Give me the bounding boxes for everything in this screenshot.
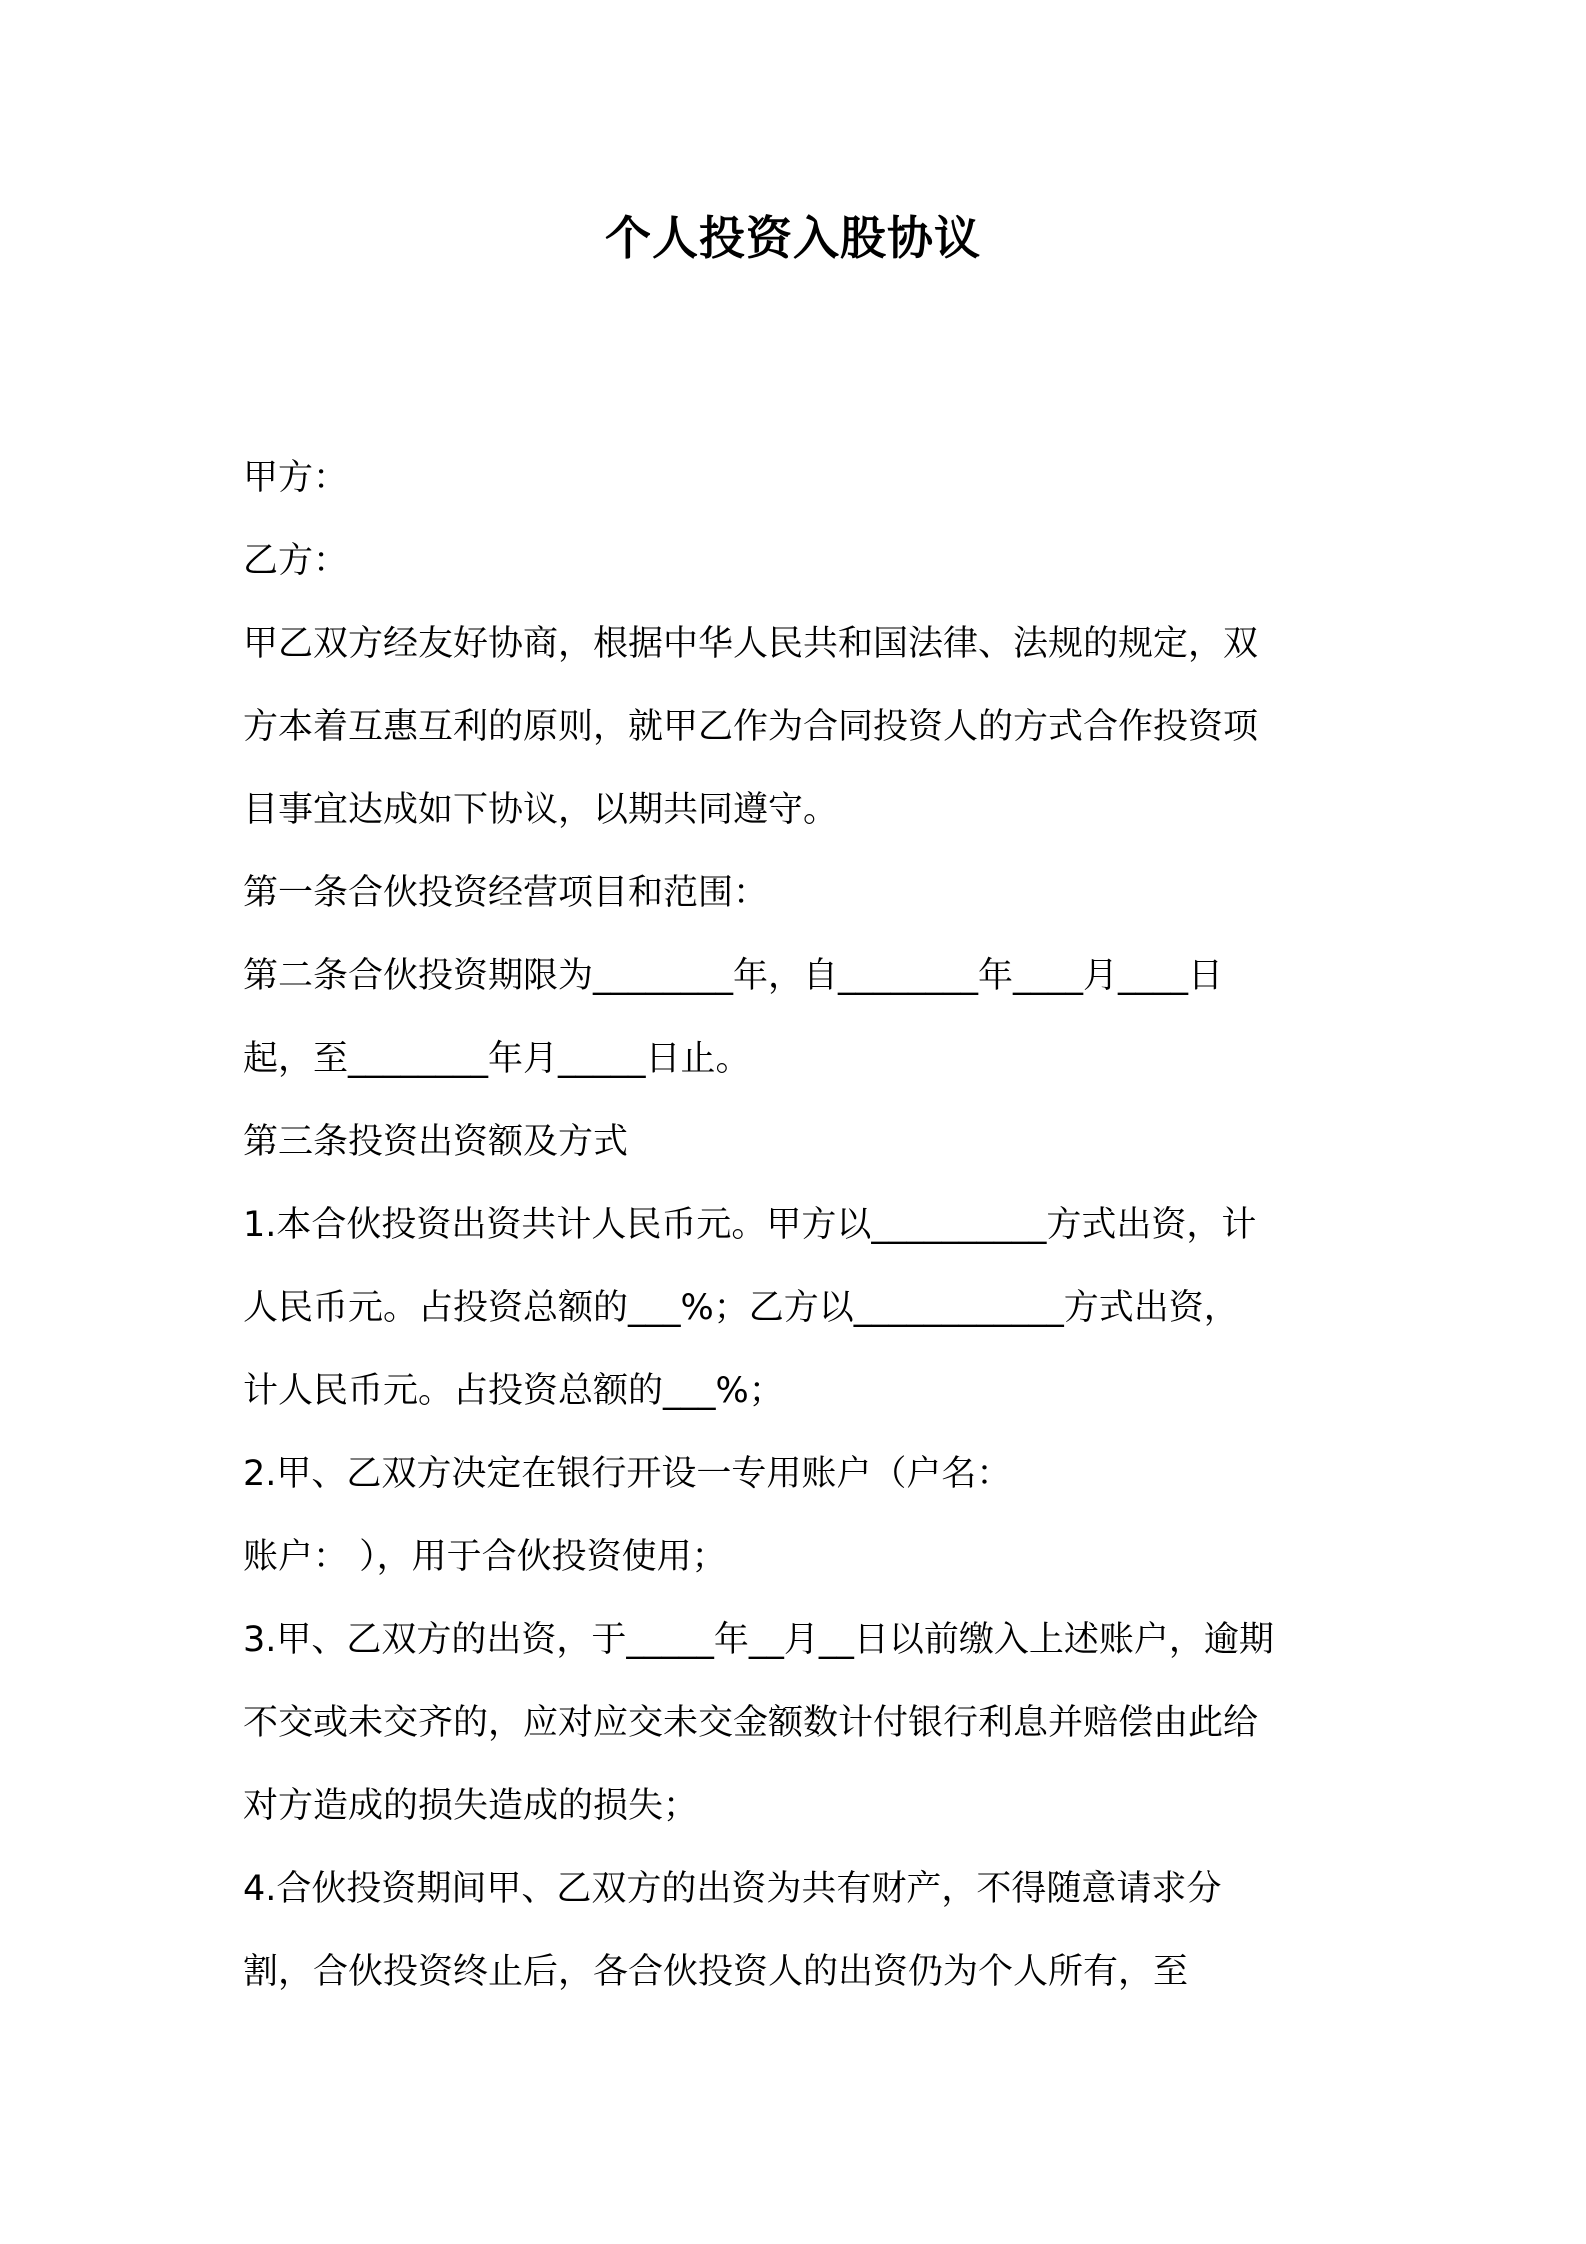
party-b-line: 乙方： <box>243 541 349 581</box>
clause-3-line-3: 对方造成的损失造成的损失； <box>243 1786 699 1826</box>
clause-4-line-1: 4.合伙投资期间甲、乙双方的出资为共有财产，不得随意请求分 <box>243 1869 1222 1909</box>
clause-1-line-1: 1.本合伙投资出资共计人民币元。甲方以__________方式出资，计 <box>243 1205 1257 1245</box>
clause-1-line-2: 人民币元。占投资总额的___%；乙方以____________方式出资， <box>243 1288 1239 1328</box>
clause-3-line-1: 3.甲、乙双方的出资，于_____年__月__日以前缴入上述账户，逾期 <box>243 1620 1274 1660</box>
article-1-line: 第一条合伙投资经营项目和范围： <box>243 873 769 913</box>
clause-3-line-2: 不交或未交齐的，应对应交未交金额数计付银行利息并赔偿由此给 <box>243 1703 1259 1743</box>
preamble-line-2: 方本着互惠互利的原则，就甲乙作为合同投资人的方式合作投资项 <box>243 707 1259 747</box>
document-body <box>243 448 1353 2025</box>
preamble-line-1: 甲乙双方经友好协商，根据中华人民共和国法律、法规的规定，双 <box>243 624 1259 664</box>
clause-1-line-3: 计人民币元。占投资总额的___%； <box>243 1371 784 1411</box>
article-2-line-2: 起，至________年月_____日止。 <box>243 1039 751 1079</box>
document-title: 个人投资入股协议 <box>605 211 981 265</box>
party-a-line: 甲方： <box>243 458 349 498</box>
clause-2-line-2: 账户： ），用于合伙投资使用； <box>243 1537 727 1577</box>
clause-4-line-2: 割，合伙投资终止后，各合伙投资人的出资仍为个人所有，至 <box>243 1952 1189 1992</box>
article-3-heading: 第三条投资出资额及方式 <box>243 1122 629 1162</box>
clause-2-line-1: 2.甲、乙双方决定在银行开设一专用账户（户名： <box>243 1454 1012 1494</box>
preamble-line-3: 目事宜达成如下协议，以期共同遵守。 <box>243 790 839 830</box>
article-2-line-1: 第二条合伙投资期限为________年，自________年____月____日 <box>243 956 1224 996</box>
